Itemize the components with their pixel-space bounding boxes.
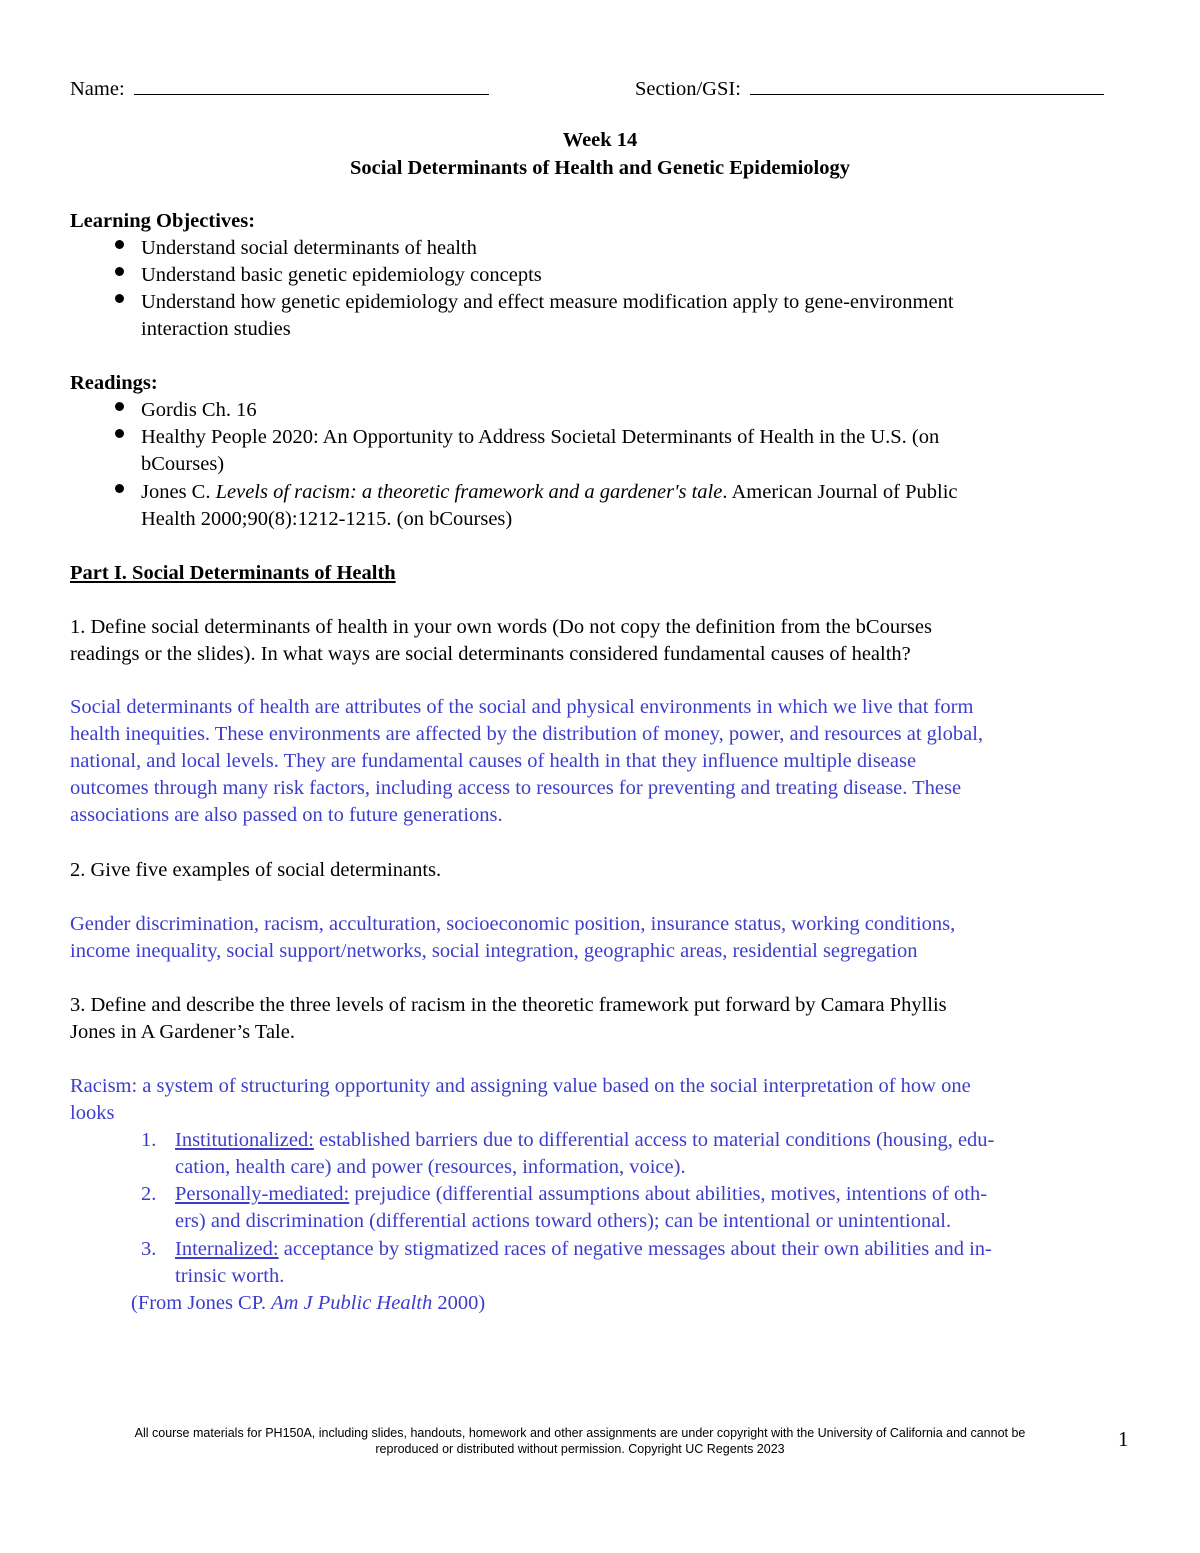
section-blank-line[interactable]: [750, 74, 1104, 95]
citation: [131, 1290, 485, 1317]
reading-item-continued: bCourses): [141, 453, 225, 475]
name-blank-line[interactable]: [134, 74, 489, 95]
document-subtitle: Social Determinants of Health and Genetic Epidemiology: [350, 157, 850, 179]
bullet-icon: [115, 429, 124, 438]
answer-1-text: associations are also passed on to future generations.: [70, 804, 503, 826]
answer-2-text: income inequality, social support/networks, social integration, geographic areas, residential segregation: [70, 940, 918, 962]
bullet-icon: [115, 402, 124, 411]
part1-heading: Part I. Social Determinants of Health: [70, 562, 396, 584]
racism-level-item: [175, 1127, 994, 1154]
answer-3-intro: Racism: a system of structuring opportunity and assigning value based on the social interpretation of how one: [70, 1075, 971, 1097]
question-2-text: 2. Give five examples of social determinants.: [70, 859, 442, 881]
objective-item: Understand basic genetic epidemiology concepts: [141, 264, 542, 286]
question-3-text: Jones in A Gardener’s Tale.: [70, 1021, 295, 1043]
answer-1-text: health inequities. These environments are affected by the distribution of money, power, and resources at global,: [70, 723, 984, 745]
citation-prefix: (From Jones CP.: [131, 1292, 272, 1314]
name-label: Name:: [70, 78, 125, 100]
racism-level-number: 3.: [141, 1238, 157, 1260]
reading-item: [141, 479, 958, 506]
racism-level-desc: prejudice (differential assumptions about abilities, motives, intentions of oth-: [349, 1183, 988, 1205]
citation-suffix: 2000): [432, 1292, 486, 1314]
reading-author: Jones C.: [141, 481, 216, 503]
answer-1-text: outcomes through many risk factors, including access to resources for preventing and treating disease. These: [70, 777, 962, 799]
section-field-row: [635, 74, 1104, 103]
reading-journal: . American Journal of Public: [722, 481, 958, 503]
reading-item-continued: Health 2000;90(8):1212-1215. (on bCourses): [141, 508, 513, 530]
section-gsi-label: Section/GSI:: [635, 78, 741, 100]
racism-level-term: Personally-mediated:: [175, 1183, 350, 1205]
copyright-footer-line: reproduced or distributed without permission. Copyright UC Regents 2023: [375, 1442, 785, 1456]
racism-level-item: [175, 1181, 987, 1208]
racism-level-desc-continued: trinsic worth.: [175, 1265, 285, 1287]
racism-level-term: Institutionalized:: [175, 1129, 314, 1151]
racism-level-desc-continued: ers) and discrimination (differential actions toward others); can be intentional or unintentional.: [175, 1210, 952, 1232]
citation-journal: Am J Public Health: [271, 1292, 433, 1314]
bullet-icon: [115, 294, 124, 303]
bullet-icon: [115, 240, 124, 249]
readings-heading: Readings:: [70, 372, 158, 394]
objectives-heading: Learning Objectives:: [70, 210, 256, 232]
question-1-text: 1. Define social determinants of health in your own words (Do not copy the definition from the bCourses: [70, 616, 932, 638]
racism-level-desc: acceptance by stigmatized races of negative messages about their own abilities and in-: [278, 1238, 992, 1260]
objective-item-continued: interaction studies: [141, 318, 291, 340]
answer-3-intro: looks: [70, 1102, 115, 1124]
bullet-icon: [115, 267, 124, 276]
racism-level-desc-continued: cation, health care) and power (resources, information, voice).: [175, 1156, 686, 1178]
reading-item: Gordis Ch. 16: [141, 399, 257, 421]
racism-level-term: Internalized:: [175, 1238, 279, 1260]
reading-title: Levels of racism: a theoretic framework and a gardener's tale: [215, 481, 723, 503]
answer-1-text: national, and local levels. They are fundamental causes of health in that they influence multiple disease: [70, 750, 917, 772]
racism-level-item: [175, 1236, 992, 1263]
page-number: 1: [1118, 1427, 1129, 1451]
question-1-text: readings or the slides). In what ways are social determinants considered fundamental causes of health?: [70, 643, 911, 665]
name-field-row: [70, 74, 489, 103]
answer-1-text: Social determinants of health are attributes of the social and physical environments in which we live that form: [70, 696, 974, 718]
bullet-icon: [115, 484, 124, 493]
racism-level-number: 1.: [141, 1129, 157, 1151]
answer-2-text: Gender discrimination, racism, acculturation, socioeconomic position, insurance status, working conditions,: [70, 913, 956, 935]
reading-item: Healthy People 2020: An Opportunity to Address Societal Determinants of Health in the U.S. (on: [141, 426, 940, 448]
racism-level-desc: established barriers due to differential access to material conditions (housing, edu-: [313, 1129, 995, 1151]
question-3-text: 3. Define and describe the three levels of racism in the theoretic framework put forward by Camara Phyllis: [70, 994, 947, 1016]
week-title: Week 14: [562, 129, 638, 151]
objective-item: Understand how genetic epidemiology and effect measure modification apply to gene-environment: [141, 291, 954, 313]
copyright-footer-line: All course materials for PH150A, including slides, handouts, homework and other assignments are under copyright with the University of California and cannot be: [134, 1426, 1026, 1440]
racism-level-number: 2.: [141, 1183, 157, 1205]
objective-item: Understand social determinants of health: [141, 237, 477, 259]
